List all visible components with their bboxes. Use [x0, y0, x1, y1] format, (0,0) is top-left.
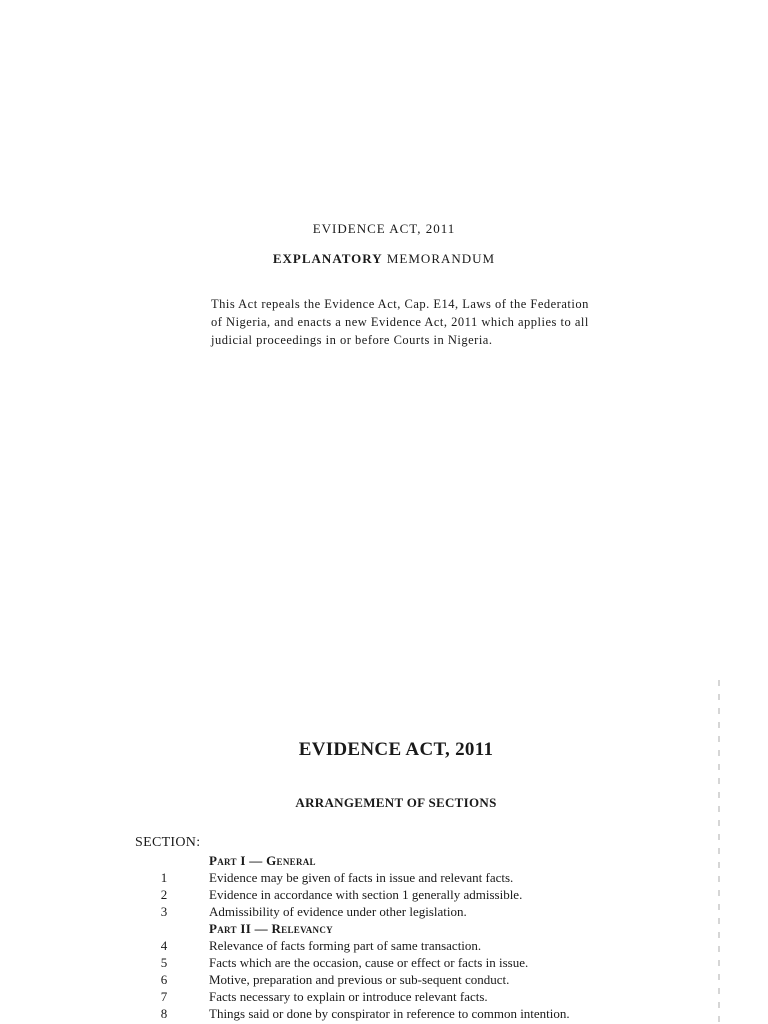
section-number: 7	[160, 989, 168, 1004]
toc-row	[140, 954, 740, 971]
toc-row	[140, 937, 740, 954]
section-title: Evidence in accordance with section 1 generally admissible.	[209, 887, 523, 902]
section-number: 4	[160, 938, 168, 953]
memo-body-line: This Act repeals the Evidence Act, Cap. E14, Laws of the Federation	[211, 297, 589, 311]
memo-subtitle-bold: EXPLANATORY	[272, 251, 383, 266]
toc-row	[140, 886, 740, 903]
section-label: SECTION:	[135, 835, 201, 850]
memo-body-line: judicial proceedings in or before Courts in Nigeria.	[211, 333, 493, 347]
section-title: Motive, preparation and previous or sub-sequent conduct.	[209, 972, 510, 987]
section-number: 3	[160, 904, 168, 919]
toc-row	[140, 869, 740, 886]
part-heading-row	[140, 920, 740, 937]
section-title: Facts which are the occasion, cause or effect or facts in issue.	[209, 955, 529, 970]
toc-row	[140, 971, 740, 988]
memo-title: EVIDENCE ACT, 2011	[312, 221, 456, 236]
memo-subtitle-rest: MEMORANDUM	[386, 251, 496, 266]
section-number: 6	[160, 972, 168, 987]
section-number: 5	[160, 955, 168, 970]
section-title: Things said or done by conspirator in reference to common intention.	[209, 1006, 570, 1021]
toc-row	[140, 988, 740, 1005]
table-of-contents	[140, 852, 740, 1022]
part-heading-row	[140, 852, 740, 869]
arrangement-title: ARRANGEMENT OF SECTIONS	[295, 795, 497, 810]
part-heading: Part II — Relevancy	[209, 921, 333, 936]
section-number: 8	[160, 1006, 168, 1021]
section-number: 2	[160, 887, 168, 902]
section-title: Admissibility of evidence under other legislation.	[209, 904, 467, 919]
section-number: 1	[160, 870, 168, 885]
toc-row	[140, 903, 740, 920]
toc-row	[140, 1005, 740, 1022]
memo-body	[211, 295, 621, 349]
act-title: EVIDENCE ACT, 2011	[298, 739, 494, 760]
part-heading: Part I — General	[209, 853, 316, 868]
memo-body-line: of Nigeria, and enacts a new Evidence Act, 2011 which applies to all	[211, 315, 589, 329]
section-title: Relevance of facts forming part of same transaction.	[209, 938, 482, 953]
section-title: Evidence may be given of facts in issue and relevant facts.	[209, 870, 514, 885]
section-title: Facts necessary to explain or introduce relevant facts.	[209, 989, 488, 1004]
memo-subtitle	[0, 251, 768, 267]
